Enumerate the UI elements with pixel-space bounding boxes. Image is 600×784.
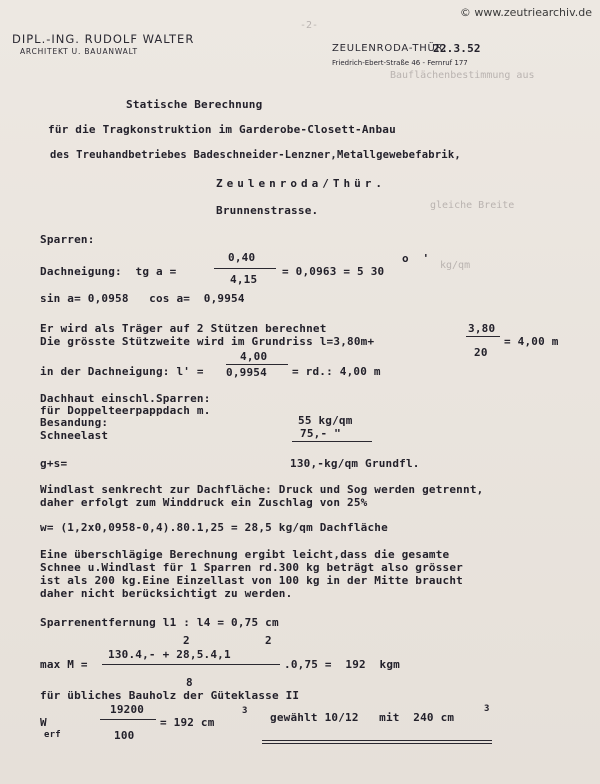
fraction-denominator: 20 [474,346,488,359]
fraction-numerator: 0,40 [228,251,256,264]
fraction-line [102,664,280,665]
double-underline [262,740,492,741]
fraction-line [466,336,500,337]
fraction-line [226,364,288,365]
moment-result: .0,75 = 192 kgm [284,658,400,671]
moment-label: max M = [40,658,88,671]
letterhead-city: ZEULENRODA-THÜR. [332,43,448,54]
load-sum-value: 130,-kg/qm Grundfl. [290,457,420,470]
load-value: 75,- " [300,427,341,440]
wind-text: Windlast senkrecht zur Dachfläche: Druck und Sog werden getrennt, [40,483,484,496]
wind-text: daher erfolgt zum Winddruck ein Zuschlag von 25% [40,496,368,509]
span-result: = 4,00 m [504,335,559,348]
estimate-text: Schnee u.Windlast für 1 Sparren rd.300 kg beträgt also grösser [40,561,463,574]
heading-company: des Treuhandbetriebes Badeschneider-Lenzner,Metallgewebefabrik, [50,149,461,161]
span-text: Die grösste Stützweite wird im Grundriss l=3,80m+ [40,335,375,348]
bleed-through-text: gleiche Breite [430,200,515,211]
sum-line [292,441,372,442]
letterhead-name: DIPL.-ING. RUDOLF WALTER [12,32,195,46]
fraction-denominator: 100 [114,729,135,742]
fraction-numerator: 3,80 [468,322,496,335]
section-required: = 192 cm [160,716,215,729]
fraction-line [214,268,276,269]
section-modulus-subscript: erf [44,730,61,740]
degree-marks: o ' [402,252,430,265]
load-line: Besandung: [40,416,109,429]
heading-statics: Statische Berechnung [126,98,263,111]
fraction-denominator: 4,15 [230,273,258,286]
section-modulus-label: W [40,716,47,729]
support-text: Er wird als Träger auf 2 Stützen berechnet [40,322,327,335]
heading-town: Zeulenroda/Thür. [216,177,386,190]
slope-length-result: = rd.: 4,00 m [292,365,381,378]
rafter-spacing: Sparrenentfernung l1 : l4 = 0,75 cm [40,616,279,629]
fraction-denominator: 8 [186,676,193,689]
fraction-line [100,719,156,720]
double-underline [262,743,492,744]
exponent: 2 [183,634,190,647]
load-sum-label: g+s= [40,457,68,470]
load-value: 55 kg/qm [298,414,353,427]
bleed-through-text: Bauflächenbestimmung aus [390,70,535,81]
load-line: Dachhaut einschl.Sparren: [40,392,211,405]
section-chosen: gewählt 10/12 mit 240 cm [270,711,455,724]
fraction-numerator: 19200 [110,703,145,716]
roof-pitch-result: = 0,0963 = 5 30 [282,265,385,278]
bleed-through-text: -2- [300,20,319,31]
wind-formula: w= (1,2x0,0958-0,4).80.1,25 = 28,5 kg/qm Dachfläche [40,521,388,534]
exponent: 2 [265,634,272,647]
load-line: für Doppelteerpappdach m. [40,404,211,417]
estimate-text: ist als 200 kg.Eine Einzellast von 100 kg in der Mitte braucht [40,574,463,587]
load-line: Schneelast [40,429,109,442]
fraction-denominator: 0,9954 [226,366,267,379]
roof-pitch-formula: Dachneigung: tg a = [40,265,177,278]
letterhead-address: Friedrich-Ebert-Straße 46 - Fernruf 177 [332,59,468,67]
fraction-numerator: 130.4,- + 28,5.4,1 [108,648,231,661]
bleed-through-text: kg/qm [440,260,471,271]
heading-street: Brunnenstrasse. [216,204,319,217]
document-date: 22.3.52 [433,42,481,55]
timber-text: für übliches Bauholz der Güteklasse II [40,689,300,702]
fraction-numerator: 4,00 [240,350,268,363]
exponent: 3 [484,704,490,714]
heading-purpose: für die Tragkonstruktion im Garderobe-Closett-Anbau [48,123,396,136]
copyright-watermark: © www.zeutriearchiv.de [459,6,592,19]
estimate-text: daher nicht berücksichtigt zu werden. [40,587,293,600]
estimate-text: Eine überschlägige Berechnung ergibt leicht,dass die gesamte [40,548,450,561]
sin-cos-values: sin a= 0,0958 cos a= 0,9954 [40,292,245,305]
slope-length-prefix: in der Dachneigung: l' = [40,365,204,378]
letterhead-title: ARCHITEKT U. BAUANWALT [20,47,138,56]
exponent: 3 [242,706,248,716]
label-rafters: Sparren: [40,233,95,246]
